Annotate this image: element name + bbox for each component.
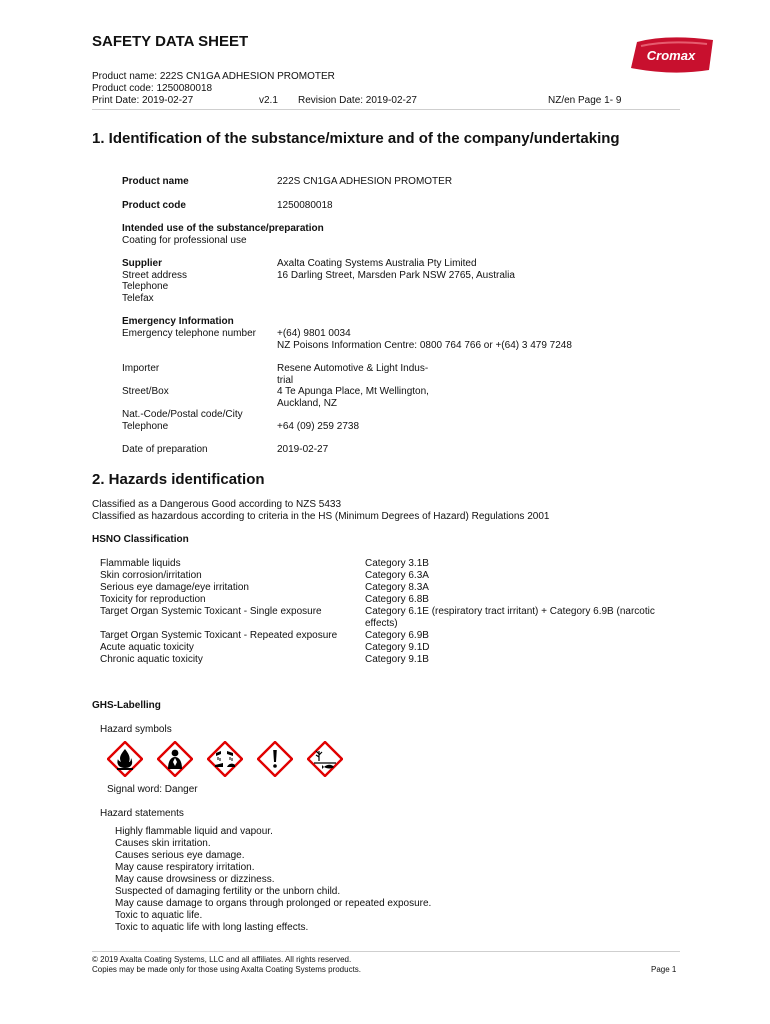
hazard-statement: May cause respiratory irritation. [115,862,255,873]
date-prep-value: 2019-02-27 [277,444,329,455]
hazard-statement: Suspected of damaging fertility or the unborn child. [115,886,341,897]
hsno-category: Category 6.9B [365,630,429,641]
classified-dangerous-good: Classified as a Dangerous Good according to NZS 5433 [92,499,342,510]
emergency-phone-label: Emergency telephone number [122,328,256,339]
ghs-heading: GHS-Labelling [92,700,161,711]
hazard-symbols-label: Hazard symbols [100,724,172,735]
hsno-hazard: Skin corrosion/irritation [100,570,202,581]
intended-use-value: Coating for professional use [122,235,247,246]
importer-label: Importer [122,363,160,374]
header-divider [92,109,680,110]
hazard-statement: Toxic to aquatic life with long lasting effects. [115,922,309,933]
hsno-hazard: Target Organ Systemic Toxicant - Single exposure [100,606,322,617]
hsno-category: Category 9.1D [365,642,430,653]
hazard-statements-list [115,826,675,934]
intended-use-label: Intended use of the substance/preparation [122,223,324,234]
hsno-category: effects) [365,618,398,629]
street-box-value: 4 Te Apunga Place, Mt Wellington, [277,386,429,397]
telephone-label: Telephone [122,281,169,292]
street-box-label: Street/Box [122,386,169,397]
hsno-hazard [100,618,360,630]
supplier-label: Supplier [122,258,163,269]
importer-value-line-1: Resene Automotive & Light Indus- [277,363,429,374]
hsno-hazard: Target Organ Systemic Toxicant - Repeated exposure [100,630,338,641]
classified-hazardous: Classified as hazardous according to criteria in the HS (Minimum Degrees of Hazard) Regulations 2001 [92,511,550,522]
cromax-logo [627,36,717,74]
hsno-category: Category 9.1B [365,654,429,665]
hsno-hazard: Chronic aquatic toxicity [100,654,203,665]
telefax-label: Telefax [122,293,154,304]
environment-icon [307,741,343,777]
header-product-code: Product code: 1250080018 [92,83,213,94]
hazard-statement: May cause damage to organs through prolonged or repeated exposure. [115,898,432,909]
health-hazard-icon [157,741,193,777]
flame-icon [107,741,143,777]
header-version: v2.1 [259,95,278,106]
hazard-statement: Toxic to aquatic life. [115,910,203,921]
poisons-centre: NZ Poisons Information Centre: 0800 764 766 or +(64) 3 479 7248 [277,340,572,351]
corrosion-icon [207,741,243,777]
footer-page-number: Page 1 [651,965,677,974]
supplier-address: 16 Darling Street, Marsden Park NSW 2765, Australia [277,270,515,281]
hsno-category: Category 6.8B [365,594,429,605]
header-print-date: Print Date: 2019-02-27 [92,95,194,106]
footer-divider [92,951,680,952]
hsno-hazard: Toxicity for reproduction [100,594,206,605]
hsno-category: Category 6.1E (respiratory tract irritant) + Category 6.9B (narcotic [365,606,655,617]
product-name-value: 222S CN1GA ADHESION PROMOTER [277,176,453,187]
product-code-value: 1250080018 [277,200,333,211]
importer-value-line-2: trial [277,375,294,386]
product-code-label: Product code [122,200,186,211]
hazard-statement: Causes serious eye damage. [115,850,245,861]
hsno-category: Category 8.3A [365,582,429,593]
hazard-statements-label: Hazard statements [100,808,184,819]
exclamation-icon [257,741,293,777]
document-title: SAFETY DATA SHEET [92,33,249,50]
hazard-statement: Highly flammable liquid and vapour. [115,826,273,837]
street-address-label: Street address [122,270,188,281]
date-prep-label: Date of preparation [122,444,208,455]
header-product-name: Product name: 222S CN1GA ADHESION PROMOTER [92,71,335,82]
importer-telephone-value: +64 (09) 259 2738 [277,421,360,432]
hsno-category: Category 6.3A [365,570,429,581]
hsno-category-list [365,558,680,666]
section-1-heading: 1. Identification of the substance/mixture and of the company/undertaking [92,130,620,147]
hsno-hazard: Flammable liquids [100,558,181,569]
signal-word: Signal word: Danger [107,784,198,795]
header-revision-date: Revision Date: 2019-02-27 [298,95,417,106]
street-box-value-2: Auckland, NZ [277,398,338,409]
emergency-label: Emergency Information [122,316,234,327]
hsno-heading: HSNO Classification [92,534,189,545]
footer-copyright: © 2019 Axalta Coating Systems, LLC and all affiliates. All rights reserved. [92,955,352,964]
emergency-phone-value: +(64) 9801 0034 [277,328,351,339]
header-page-ref: NZ/en Page 1- 9 [548,95,622,106]
importer-telephone-label: Telephone [122,421,169,432]
footer-copies-notice: Copies may be made only for those using Axalta Coating Systems products. [92,965,362,974]
nat-code-label: Nat.-Code/Postal code/City [122,409,243,420]
hsno-hazard-list [100,558,360,666]
product-name-label: Product name [122,176,189,187]
hazard-statement: May cause drowsiness or dizziness. [115,874,275,885]
logo-text: Cromax [646,48,696,63]
hsno-hazard: Acute aquatic toxicity [100,642,194,653]
hsno-hazard: Serious eye damage/eye irritation [100,582,249,593]
hsno-category: Category 3.1B [365,558,429,569]
section-2-heading: 2. Hazards identification [92,471,265,488]
supplier-name: Axalta Coating Systems Australia Pty Limited [277,258,477,269]
hazard-statement: Causes skin irritation. [115,838,211,849]
